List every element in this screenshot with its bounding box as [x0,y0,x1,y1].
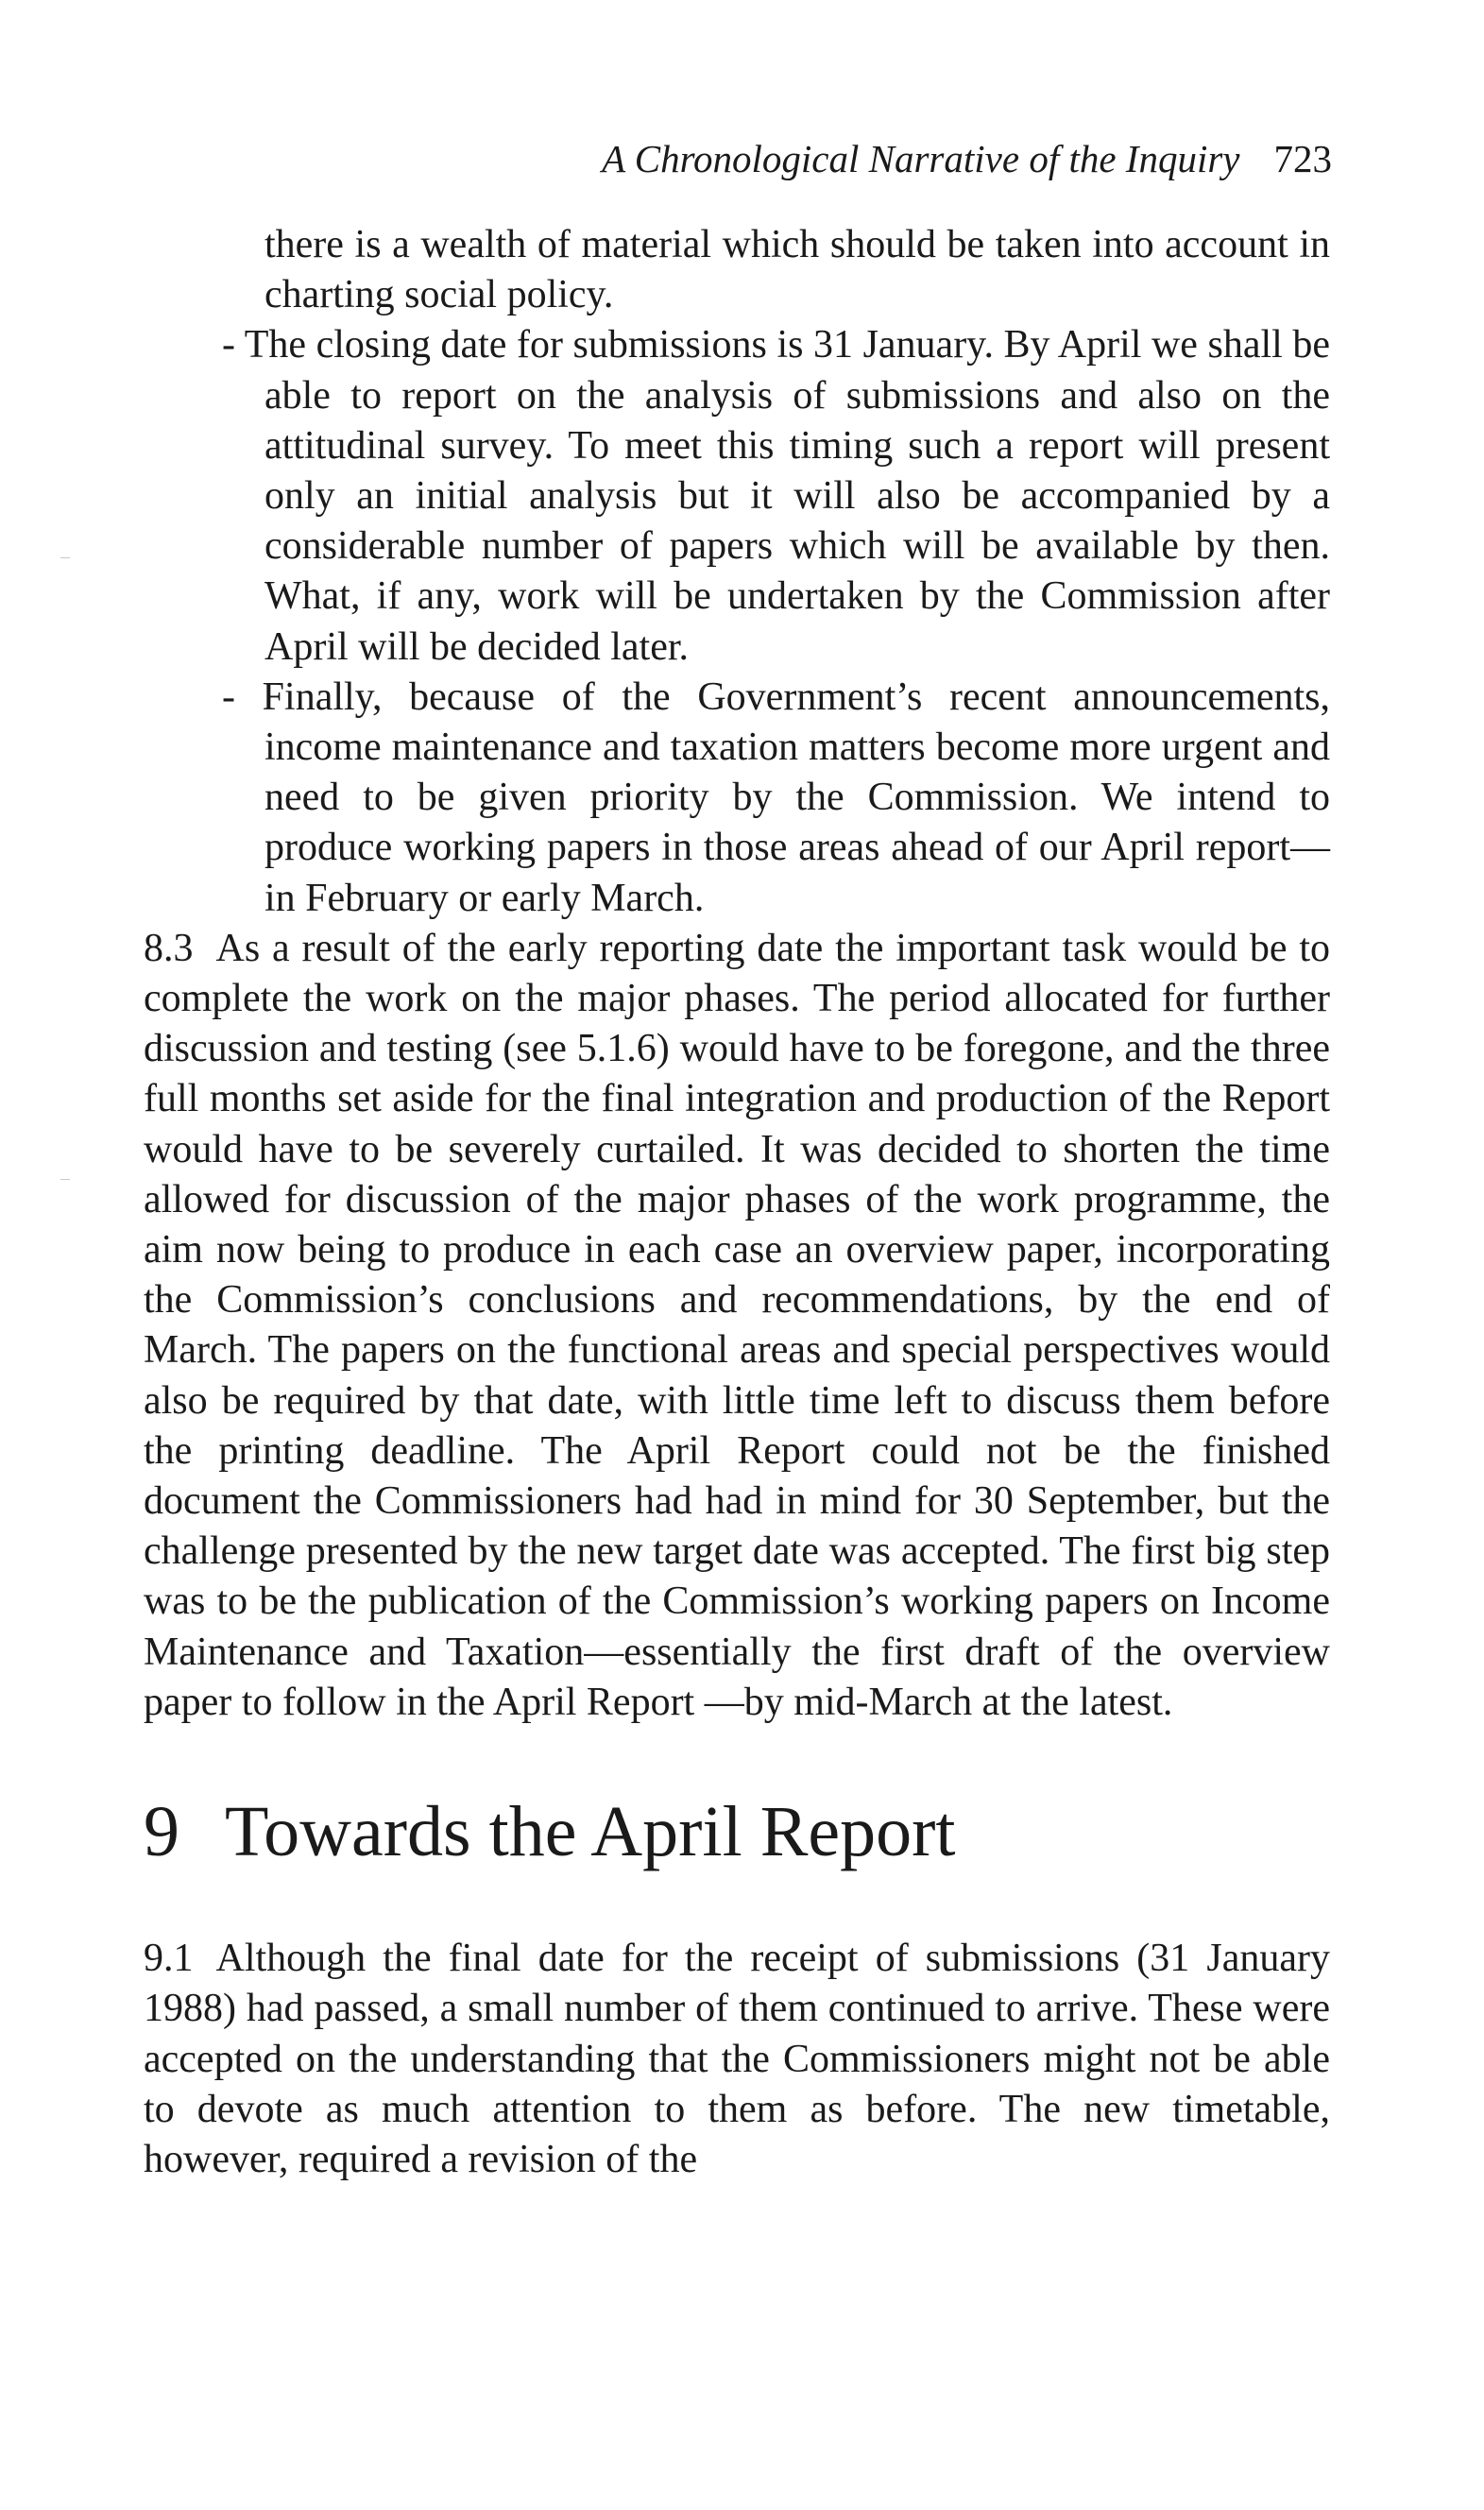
page-number: 723 [1273,137,1332,180]
paragraph-9-1 [144,1934,1330,2185]
margin-mark [60,557,70,558]
section-heading [144,1784,1330,1879]
paragraph-number: 8.3 [144,926,194,970]
paragraph-text: Although the final date for the receipt of submissions (31 January 1988) had passed, a small number of them continued to arrive. These were accepted on the understanding that the Commissioners might not be able to devote as much attention to them as before. The new timetable, however, required a revision of the [144,1937,1330,2181]
paragraph-text: As a result of the early reporting date the important task would be to complete the work on the major phases. The period allocated for further discussion and testing (see 5.1.6) would have to be foregone, and the three full months set aside for the final integration and production of the Report would have to be severely curtailed. It was decided to shorten the time allowed for discussion of the major phases of the work programme, the aim now being to produce in each case an overview paper, incorporating the Commission’s conclusions and recommendations, by the end of March. The papers on the functional areas and special perspectives would also be required by that date, with little time left to discuss them before the printing deadline. The April Report could not be the finished document the Commissioners had had in mind for 30 September, but the challenge presented by the new target date was accepted. The first big step was to be the publication of the Commission’s working papers on Income Maintenance and Taxation—essentially the first draft of the overview paper to follow in the April Report —by mid-March at the latest. [144,926,1330,1724]
continuation-paragraph: there is a wealth of material which should be taken into account in charting social policy. [264,223,1330,317]
bullet-item: - The closing date for submissions is 31 January. By April we shall be able to report on the analysis of submissions and also on the attitudinal survey. To meet this timing such a report will present only an initial analysis but it will also be accompanied by a considerable number of papers which will be available by then. What, if any, work will be undertaken by the Commission after April will be decided later. [222,323,1330,669]
section-title: Towards the April Report [225,1792,956,1872]
running-head-title: A Chronological Narrative of the Inquiry [602,137,1240,180]
body-text [144,220,1330,2185]
bullet-item: - Finally, because of the Government’s recent announcements, income maintenance and taxation matters become more urgent and need to be given priority by the Commission. We intend to produce working papers in those areas ahead of our April report—in February or early March. [222,674,1330,920]
section-number: 9 [144,1792,179,1872]
running-head [142,132,1332,185]
paragraph-number: 9.1 [144,1937,194,1981]
margin-mark [60,1179,70,1180]
paragraph-8-3 [144,924,1330,1728]
